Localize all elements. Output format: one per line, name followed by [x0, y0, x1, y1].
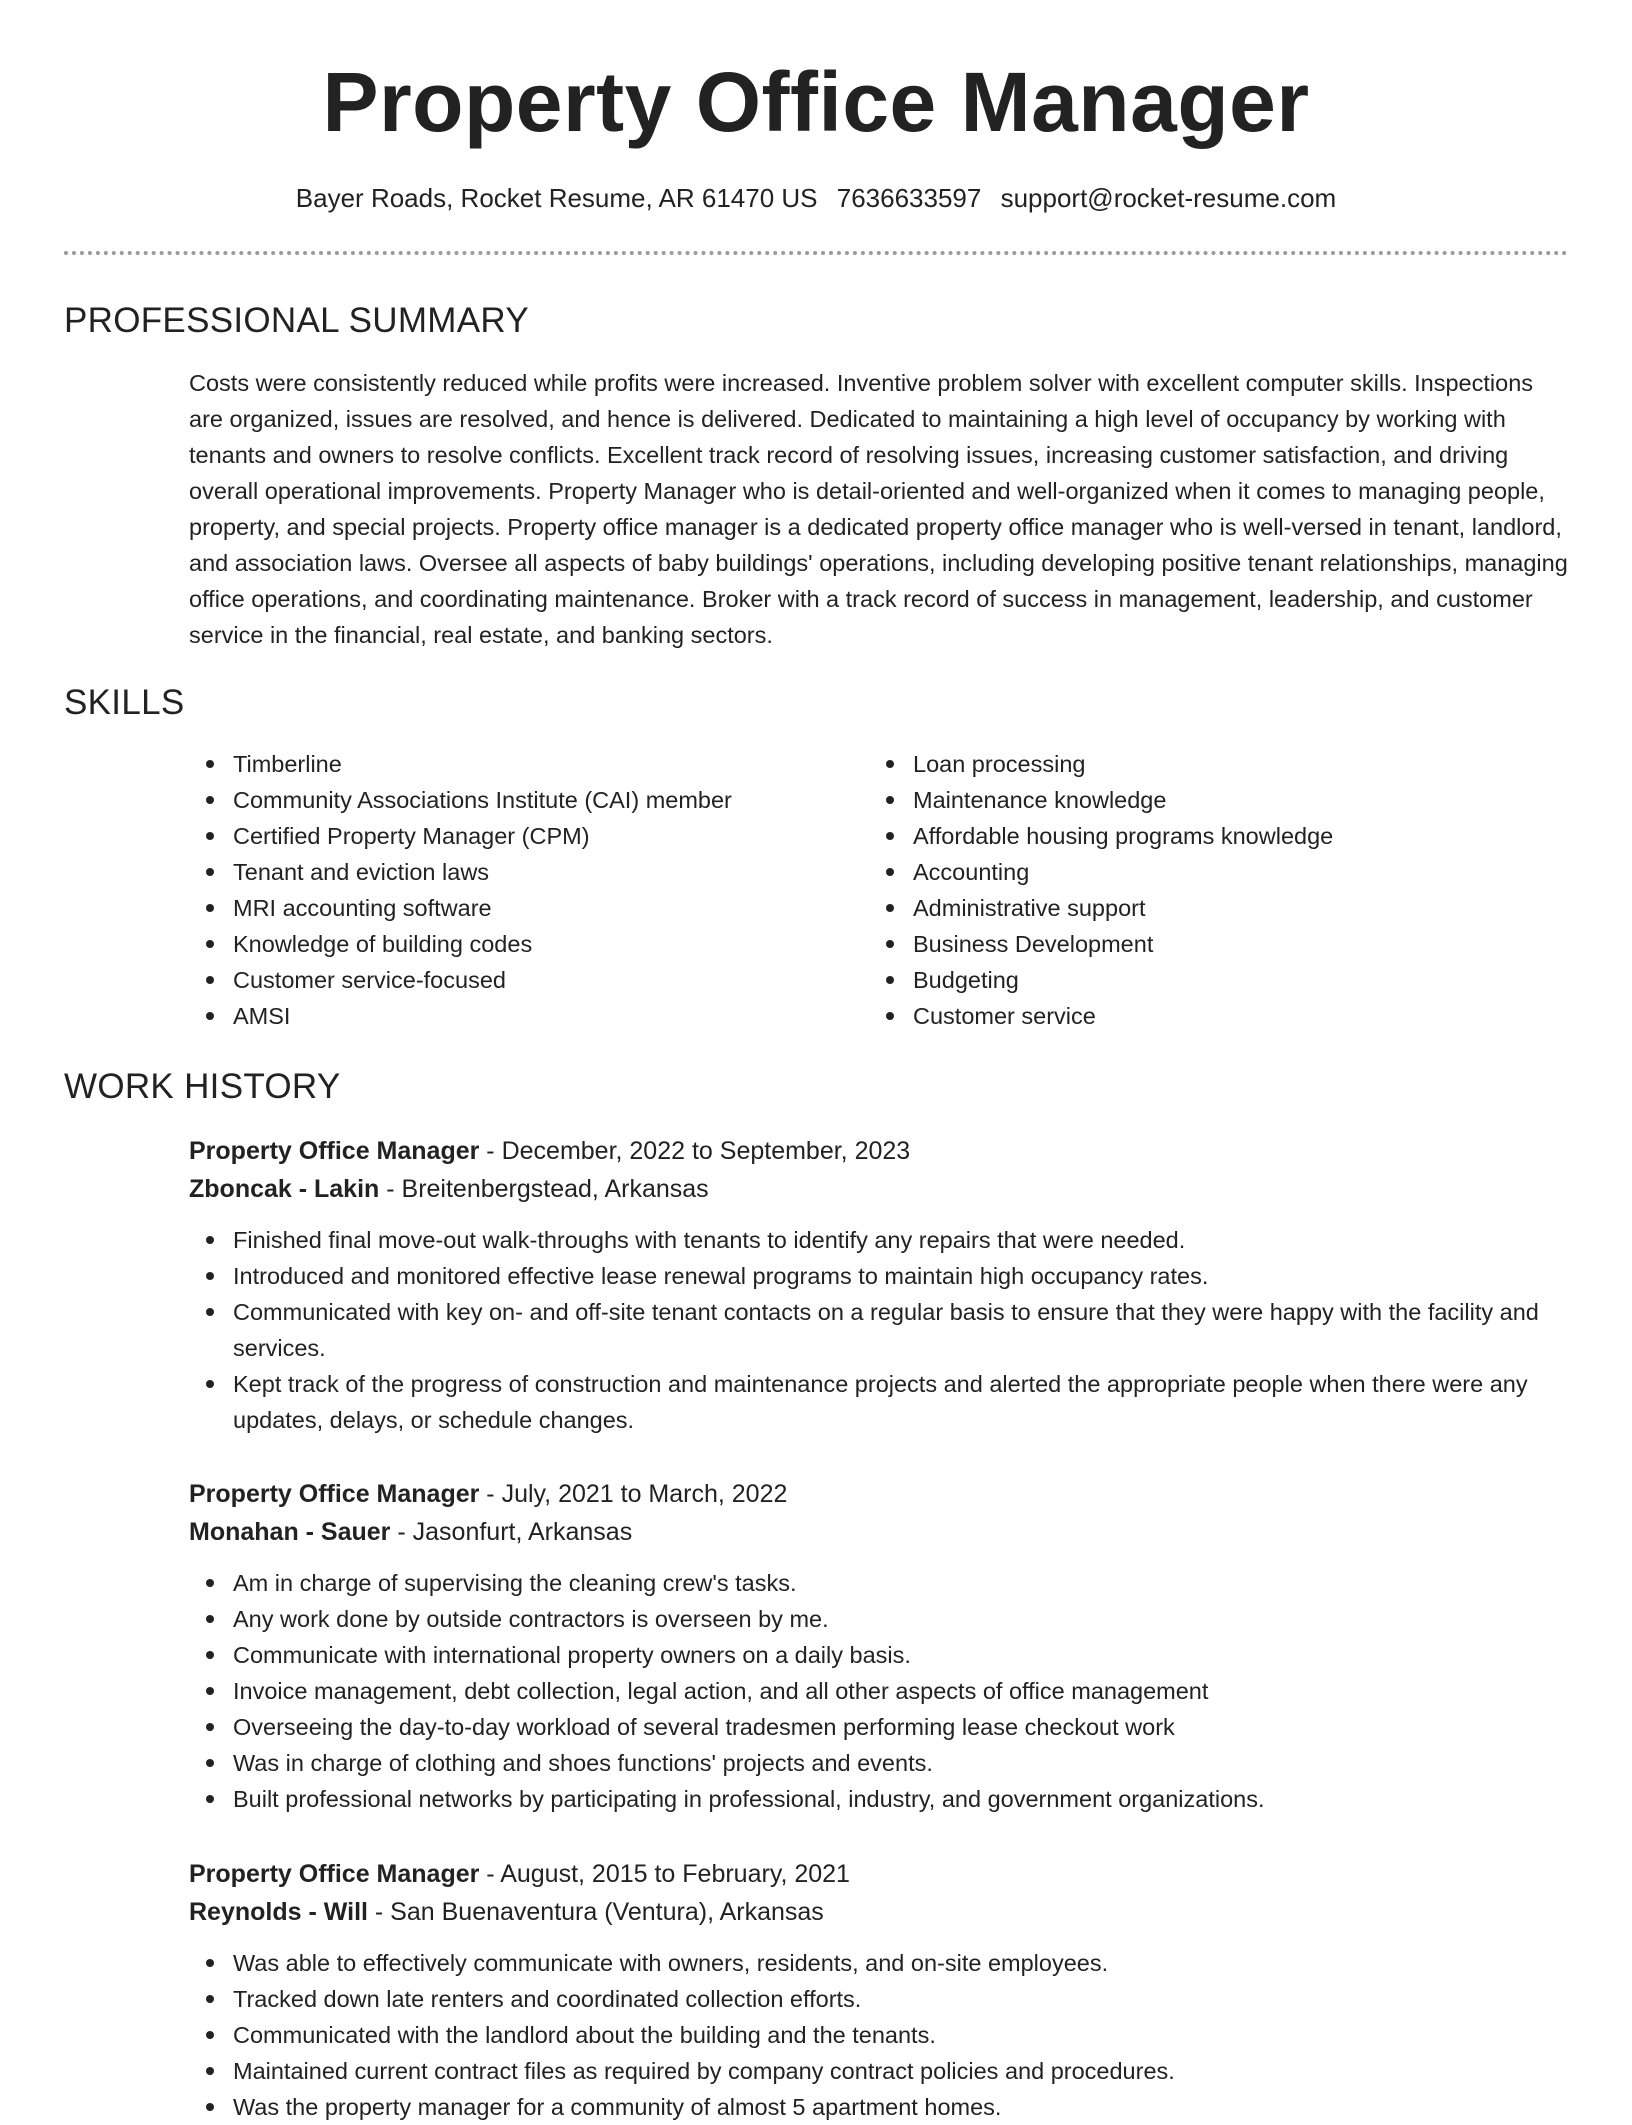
job-title: Property Office Manager [189, 1480, 480, 1508]
job-bullet: Was able to effectively communicate with owners, residents, and on-site employees. [204, 1945, 1569, 1981]
skill-item: Administrative support [884, 890, 1524, 926]
job-entry [189, 1475, 1569, 1817]
contact-address: Bayer Roads, Rocket Resume, AR 61470 US [295, 183, 818, 213]
job-dates: - December, 2022 to September, 2023 [479, 1137, 911, 1165]
job-entry [189, 1132, 1569, 1438]
skill-item: MRI accounting software [204, 890, 844, 926]
job-company: Reynolds - Will [189, 1898, 368, 1926]
section-title-skills: SKILLS [64, 683, 185, 722]
job-bullets [189, 1222, 1569, 1438]
skill-item: Tenant and eviction laws [204, 854, 844, 890]
job-title: Property Office Manager [189, 1137, 480, 1165]
summary-text: Costs were consistently reduced while profits were increased. Inventive problem solver with excellent computer skills. Inspections are organized, issues are resolved, and hence is delivered. Dedicated to maintaining a high level of occupancy by working with tenants and owners to resolve conflicts. Excellent track record of resolving issues, increasing customer satisfaction, and driving overall operational improvements. Property Manager who is detail-oriented and well-organized when it comes to managing people, property, and special projects. Property office manager is a dedicated property office manager who is well-versed in tenant, landlord, and association laws. Oversee all aspects of baby buildings' operations, including developing positive tenant relationships, managing office operations, and coordinating maintenance. Broker with a track record of success in management, leadership, and customer service in the financial, real estate, and banking sectors. [189, 370, 1568, 648]
job-title-line [189, 1855, 1569, 1893]
job-title-line [189, 1132, 1569, 1170]
job-dates: - July, 2021 to March, 2022 [479, 1480, 788, 1508]
job-company-line [189, 1513, 1569, 1551]
job-entry [189, 1855, 1569, 2125]
job-bullets [189, 1945, 1569, 2125]
job-company: Monahan - Sauer [189, 1518, 391, 1546]
job-bullet: Introduced and monitored effective lease renewal programs to maintain high occupancy rates. [204, 1258, 1569, 1294]
job-company-line [189, 1170, 1569, 1208]
skill-item: Loan processing [884, 746, 1524, 782]
job-bullet: Tracked down late renters and coordinated collection efforts. [204, 1981, 1569, 2017]
header-divider [64, 251, 1568, 255]
skill-item: AMSI [204, 998, 844, 1034]
job-bullet: Kept track of the progress of construction and maintenance projects and alerted the appropriate people when there were any updates, delays, or schedule changes. [204, 1366, 1569, 1438]
section-title-summary: PROFESSIONAL SUMMARY [64, 301, 529, 340]
job-title-line [189, 1475, 1569, 1513]
job-bullet: Was in charge of clothing and shoes functions' projects and events. [204, 1745, 1569, 1781]
skill-item: Customer service [884, 998, 1524, 1034]
job-bullet: Was the property manager for a community of almost 5 apartment homes. [204, 2089, 1569, 2125]
job-bullet: Built professional networks by participating in professional, industry, and government organizations. [204, 1781, 1569, 1817]
contact-phone: 7636633597 [836, 183, 982, 213]
job-company: Zboncak - Lakin [189, 1175, 380, 1203]
skill-item: Business Development [884, 926, 1524, 962]
job-dates: - August, 2015 to February, 2021 [479, 1860, 850, 1888]
skill-item: Affordable housing programs knowledge [884, 818, 1524, 854]
job-bullet: Maintained current contract files as required by company contract policies and procedures. [204, 2053, 1569, 2089]
job-bullets [189, 1565, 1569, 1817]
skill-item: Budgeting [884, 962, 1524, 998]
skills-list-right [884, 746, 1524, 1034]
job-location: - Breitenbergstead, Arkansas [379, 1175, 709, 1203]
job-bullet: Communicate with international property owners on a daily basis. [204, 1637, 1569, 1673]
skill-item: Customer service-focused [204, 962, 844, 998]
skill-item: Maintenance knowledge [884, 782, 1524, 818]
skill-item: Timberline [204, 746, 844, 782]
skill-item: Knowledge of building codes [204, 926, 844, 962]
job-bullet: Communicated with the landlord about the building and the tenants. [204, 2017, 1569, 2053]
skill-item: Accounting [884, 854, 1524, 890]
job-bullet: Any work done by outside contractors is overseen by me. [204, 1601, 1569, 1637]
skills-list-left [204, 746, 844, 1034]
job-bullet: Invoice management, debt collection, legal action, and all other aspects of office management [204, 1673, 1569, 1709]
job-bullet: Communicated with key on- and off-site tenant contacts on a regular basis to ensure that they were happy with the facility and services. [204, 1294, 1569, 1366]
job-bullet: Overseeing the day-to-day workload of several tradesmen performing lease checkout work [204, 1709, 1569, 1745]
candidate-name: Property Office Manager [322, 55, 1310, 149]
job-location: - Jasonfurt, Arkansas [390, 1518, 633, 1546]
job-location: - San Buenaventura (Ventura), Arkansas [367, 1898, 824, 1926]
section-title-work-history: WORK HISTORY [64, 1067, 341, 1106]
skill-item: Community Associations Institute (CAI) member [204, 782, 844, 818]
contact-line [0, 181, 1632, 215]
job-company-line [189, 1893, 1569, 1931]
skill-item: Certified Property Manager (CPM) [204, 818, 844, 854]
job-bullet: Am in charge of supervising the cleaning crew's tasks. [204, 1565, 1569, 1601]
contact-email: support@rocket-resume.com [1000, 183, 1337, 213]
job-title: Property Office Manager [189, 1860, 480, 1888]
job-bullet: Finished final move-out walk-throughs with tenants to identify any repairs that were needed. [204, 1222, 1569, 1258]
